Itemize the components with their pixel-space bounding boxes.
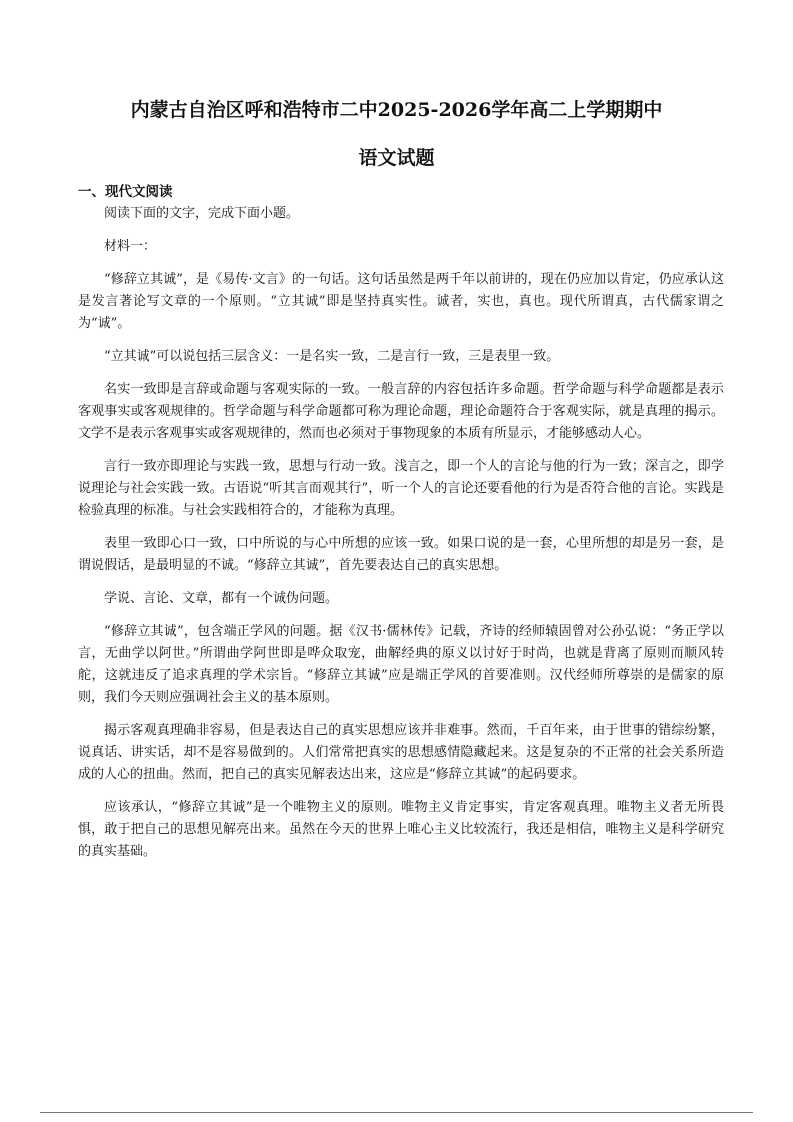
passage-paragraph: “修辞立其诚”，是《易传·文言》的一句话。这句话虽然是两千年以前讲的，现在仍应加以肯定，仍应承认这是发言著论写文章的一个原则。“立其诚”即是坚持真实性。诚者，实也，真也。现代所谓真，古代儒家谓之为“诚”。 [78, 272, 724, 331]
instruction-paragraph: 阅读下面的文字，完成下面小题。 [104, 206, 300, 221]
document-title: 内蒙古自治区呼和浩特市二中2025-2026学年高二上学期期中 [130, 99, 663, 121]
material-label: 材料一： [104, 239, 157, 254]
section-heading: 一、现代文阅读 [78, 184, 173, 200]
document-subtitle: 语文试题 [358, 147, 435, 169]
passage-paragraph: 名实一致即是言辞或命题与客观实际的一致。一般言辞的内容包括许多命题。哲学命题与科学命题都是表示客观事实或客观规律的。哲学命题与科学命题都可称为理论命题，理论命题符合于客观实际，就是真理的揭示。文学不是表示客观事实或客观规律的，然而也必须对于事物现象的本质有所显示，才能够感动人心。 [78, 382, 724, 441]
passage-paragraph: 揭示客观真理确非容易，但是表达自己的真实思想应该并非难事。然而，千百年来，由于世事的错综纷繁，说真话、讲实话，却不是容易做到的。人们常常把真实的思想感情隐藏起来。这是复杂的不正常的社会关系所造成的人心的扭曲。然而，把自己的真实见解表达出来，这应是“修辞立其诚”的起码要求。 [78, 723, 724, 782]
passage-paragraph: 言行一致亦即理论与实践一致，思想与行动一致。浅言之，即一个人的言论与他的行为一致；深言之，即学说理论与社会实践一致。古语说“听其言而观其行”，听一个人的言论还要看他的行为是否符合他的言论。实践是检验真理的标准。与社会实践相符合的，才能称为真理。 [78, 459, 724, 518]
reading-passage [78, 203, 724, 874]
passage-paragraph: “立其诚”可以说包括三层含义：一是名实一致，二是言行一致，三是表里一致。 [104, 349, 560, 364]
passage-paragraph: 学说、言论、文章，都有一个诚伪问题。 [104, 591, 339, 606]
passage-paragraph: “修辞立其诚”，包含端正学风的问题。据《汉书·儒林传》记载，齐诗的经师辕固曾对公孙弘说：“务正学以言，无曲学以阿世。”所谓曲学阿世即是哗众取宠，曲解经典的原义以讨好于时尚，也就是背离了原则而顺风转舵，这就违反了追求真理的学术宗旨。“修辞立其诚”应是端正学风的首要准则。汉代经师所尊崇的是儒家的原则，我们今天则应强调社会主义的基本原则。 [78, 624, 724, 705]
passage-paragraph: 表里一致即心口一致，口中所说的与心中所想的应该一致。如果口说的是一套，心里所想的却是另一套，是谓说假话，是最明显的不诚。“修辞立其诚”，首先要表达自己的真实思想。 [78, 536, 724, 573]
passage-paragraph: 应该承认，“修辞立其诚”是一个唯物主义的原则。唯物主义肯定事实，肯定客观真理。唯物主义者无所畏惧，敢于把自己的思想见解亮出来。虽然在今天的世界上唯心主义比较流行，我还是相信，唯物主义是科学研究的真实基础。 [78, 800, 724, 859]
page-bottom-rule [40, 1112, 753, 1113]
